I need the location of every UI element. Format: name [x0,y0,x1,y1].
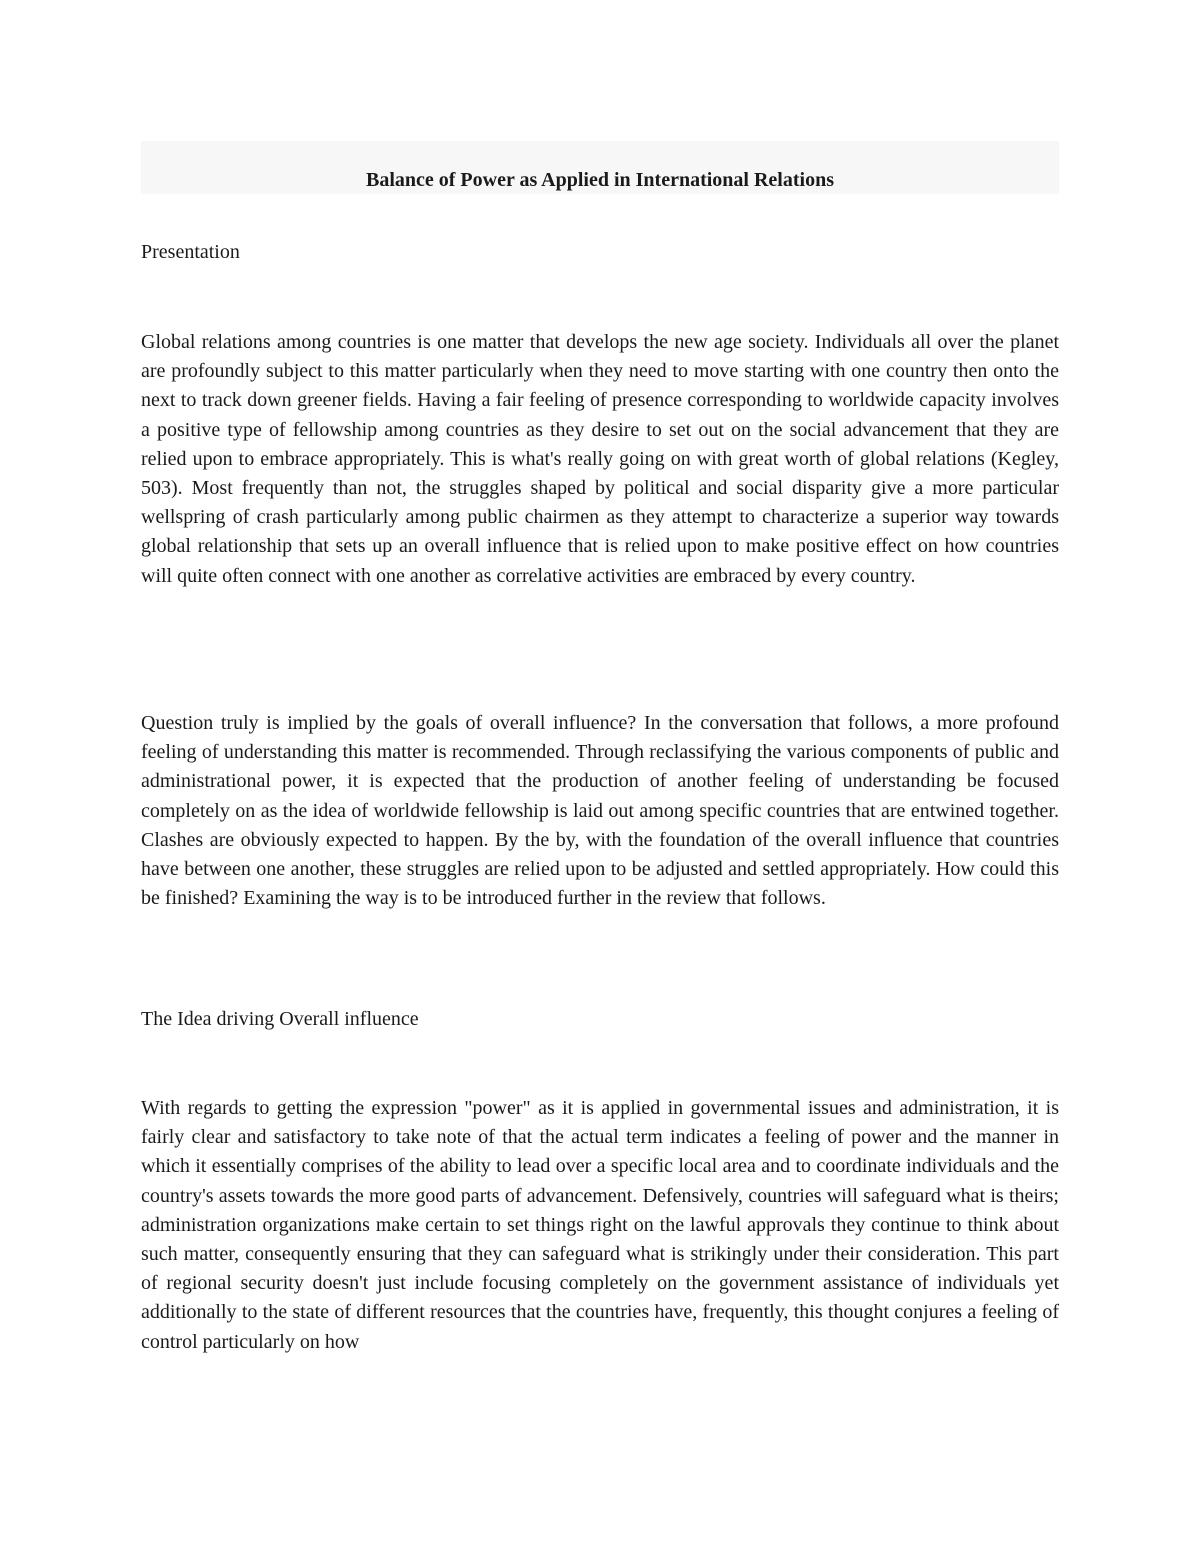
section-heading-overall-influence: The Idea driving Overall influence [141,1008,419,1030]
section-heading-presentation: Presentation [141,241,240,263]
paragraph: Global relations among countries is one matter that develops the new age society. Individuals all over the planet are profoundly subject to this matter particularly when they need to move starting with one country then onto the next to track down greener fields. Having a fair feeling of presence corresponding to worldwide capacity involves a positive type of fellowship among countries as they desire to set out on the social advancement that they are relied upon to embrace appropriately. This is what's really going on with great worth of global relations (Kegley, 503). Most frequently than not, the struggles shaped by political and social disparity give a more particular wellspring of crash particularly among public chairmen as they attempt to characterize a superior way towards global relationship that sets up an overall influence that is relied upon to make positive effect on how countries will quite often connect with one another as correlative activities are embraced by every country. [141,331,1059,587]
paragraph: Question truly is implied by the goals of overall influence? In the conversation that follows, a more profound feeling of understanding this matter is recommended. Through reclassifying the various components of public and administrational power, it is expected that the production of another feeling of understanding be focused completely on as the idea of worldwide fellowship is laid out among specific countries that are entwined together. Clashes are obviously expected to happen. By the by, with the foundation of the overall influence that countries have between one another, these struggles are relied upon to be adjusted and settled appropriately. How could this be finished? Examining the way is to be introduced further in the review that follows. [141,712,1059,910]
document-title: Balance of Power as Applied in International Relations [366,169,834,191]
paragraph: With regards to getting the expression "power" as it is applied in governmental issues and administration, it is fairly clear and satisfactory to take note of that the actual term indicates a feeling of power and the manner in which it essentially comprises of the ability to lead over a specific local area and to coordinate individuals and the country's assets towards the more good parts of advancement. Defensively, countries will safeguard what is theirs; administration organizations make certain to set things right on the lawful approvals they continue to think about such matter, consequently ensuring that they can safeguard what is strikingly under their consideration. This part of regional security doesn't just include focusing completely on the government assistance of individuals yet additionally to the state of different resources that the countries have, frequently, this thought conjures a feeling of control particularly on how [141,1097,1059,1353]
